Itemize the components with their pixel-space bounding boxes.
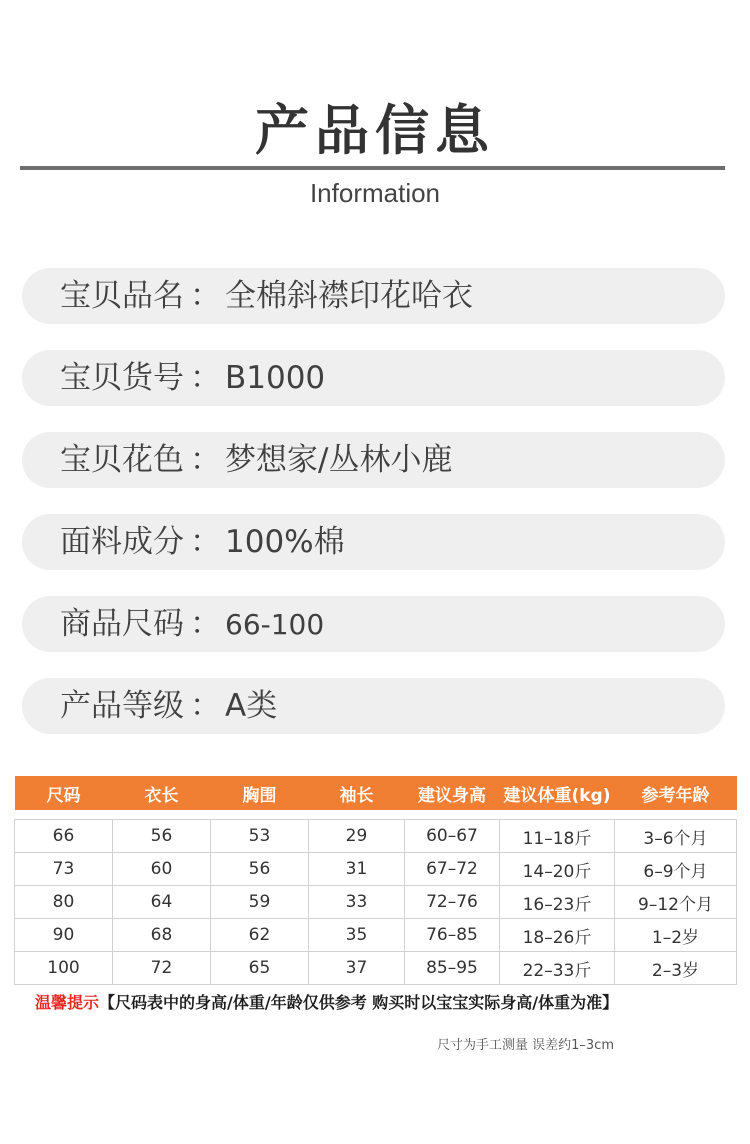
table-cell: 29 xyxy=(309,820,405,853)
info-value: B1000 xyxy=(225,360,326,396)
info-label: 宝贝货号 xyxy=(60,360,184,396)
column-header-age: 参考年龄 xyxy=(615,776,737,810)
table-cell: 72–76 xyxy=(405,886,500,919)
table-cell: 56 xyxy=(113,820,211,853)
table-cell: 37 xyxy=(309,952,405,985)
info-value: A类 xyxy=(225,688,278,724)
table-cell: 80 xyxy=(15,886,113,919)
table-cell: 66 xyxy=(15,820,113,853)
column-header-chest: 胸围 xyxy=(211,776,309,810)
measurement-note: 尺寸为手工测量 误差约1–3cm xyxy=(437,1038,614,1053)
info-separator: ： xyxy=(190,606,221,642)
table-cell: 62 xyxy=(211,919,309,952)
table-cell: 22–33斤 xyxy=(500,952,615,985)
table-cell: 73 xyxy=(15,853,113,886)
info-row-grade xyxy=(22,678,725,734)
info-label: 宝贝品名 xyxy=(60,278,184,314)
table-cell: 33 xyxy=(309,886,405,919)
title-divider xyxy=(20,166,725,170)
header-gap xyxy=(15,810,737,820)
info-value: 100%棉 xyxy=(225,524,345,560)
info-separator: ： xyxy=(190,524,221,560)
size-chart-table xyxy=(14,776,737,985)
info-label: 宝贝花色 xyxy=(60,442,184,478)
page-subtitle: Information xyxy=(309,178,441,208)
column-header-height: 建议身高 xyxy=(405,776,500,810)
table-cell: 53 xyxy=(211,820,309,853)
info-label: 产品等级 xyxy=(60,688,184,724)
page-title: 产品信息 xyxy=(255,99,495,162)
size-tip xyxy=(35,990,618,1013)
column-header-length: 衣长 xyxy=(113,776,211,810)
table-row xyxy=(15,952,737,985)
info-separator: ： xyxy=(190,360,221,396)
info-row-product-name xyxy=(22,268,725,324)
table-cell: 31 xyxy=(309,853,405,886)
table-row xyxy=(15,886,737,919)
table-cell: 64 xyxy=(113,886,211,919)
table-row xyxy=(15,919,737,952)
info-separator: ： xyxy=(190,442,221,478)
info-row-fabric xyxy=(22,514,725,570)
table-cell: 35 xyxy=(309,919,405,952)
column-header-size: 尺码 xyxy=(15,776,113,810)
table-cell: 3–6个月 xyxy=(615,820,737,853)
info-separator: ： xyxy=(190,688,221,724)
table-cell: 67–72 xyxy=(405,853,500,886)
table-cell: 11–18斤 xyxy=(500,820,615,853)
info-value: 66-100 xyxy=(225,608,325,641)
table-cell: 2–3岁 xyxy=(615,952,737,985)
info-label: 商品尺码 xyxy=(60,606,184,642)
info-label: 面料成分 xyxy=(60,524,184,560)
info-separator: ： xyxy=(190,278,221,314)
info-row-size-range xyxy=(22,596,725,652)
table-cell: 56 xyxy=(211,853,309,886)
info-value: 全棉斜襟印花哈衣 xyxy=(225,278,473,314)
table-cell: 90 xyxy=(15,919,113,952)
table-cell: 76–85 xyxy=(405,919,500,952)
table-cell: 14–20斤 xyxy=(500,853,615,886)
column-header-weight: 建议体重(kg) xyxy=(500,776,615,810)
table-cell: 16–23斤 xyxy=(500,886,615,919)
table-cell: 68 xyxy=(113,919,211,952)
table-row xyxy=(15,853,737,886)
column-header-sleeve: 袖长 xyxy=(309,776,405,810)
table-cell: 85–95 xyxy=(405,952,500,985)
table-cell: 100 xyxy=(15,952,113,985)
tip-text: 【尺码表中的身高/体重/年龄仅供参考 购买时以宝宝实际身高/体重为准】 xyxy=(99,993,619,1012)
table-cell: 9–12个月 xyxy=(615,886,737,919)
table-cell: 6–9个月 xyxy=(615,853,737,886)
size-chart-header xyxy=(15,776,737,810)
table-cell: 60 xyxy=(113,853,211,886)
table-cell: 59 xyxy=(211,886,309,919)
table-cell: 72 xyxy=(113,952,211,985)
tip-label: 温馨提示 xyxy=(35,993,100,1012)
info-row-pattern xyxy=(22,432,725,488)
table-cell: 65 xyxy=(211,952,309,985)
table-cell: 1–2岁 xyxy=(615,919,737,952)
table-cell: 60–67 xyxy=(405,820,500,853)
table-cell: 18–26斤 xyxy=(500,919,615,952)
info-value: 梦想家/丛林小鹿 xyxy=(225,442,453,478)
info-row-item-number xyxy=(22,350,725,406)
table-row xyxy=(15,820,737,853)
